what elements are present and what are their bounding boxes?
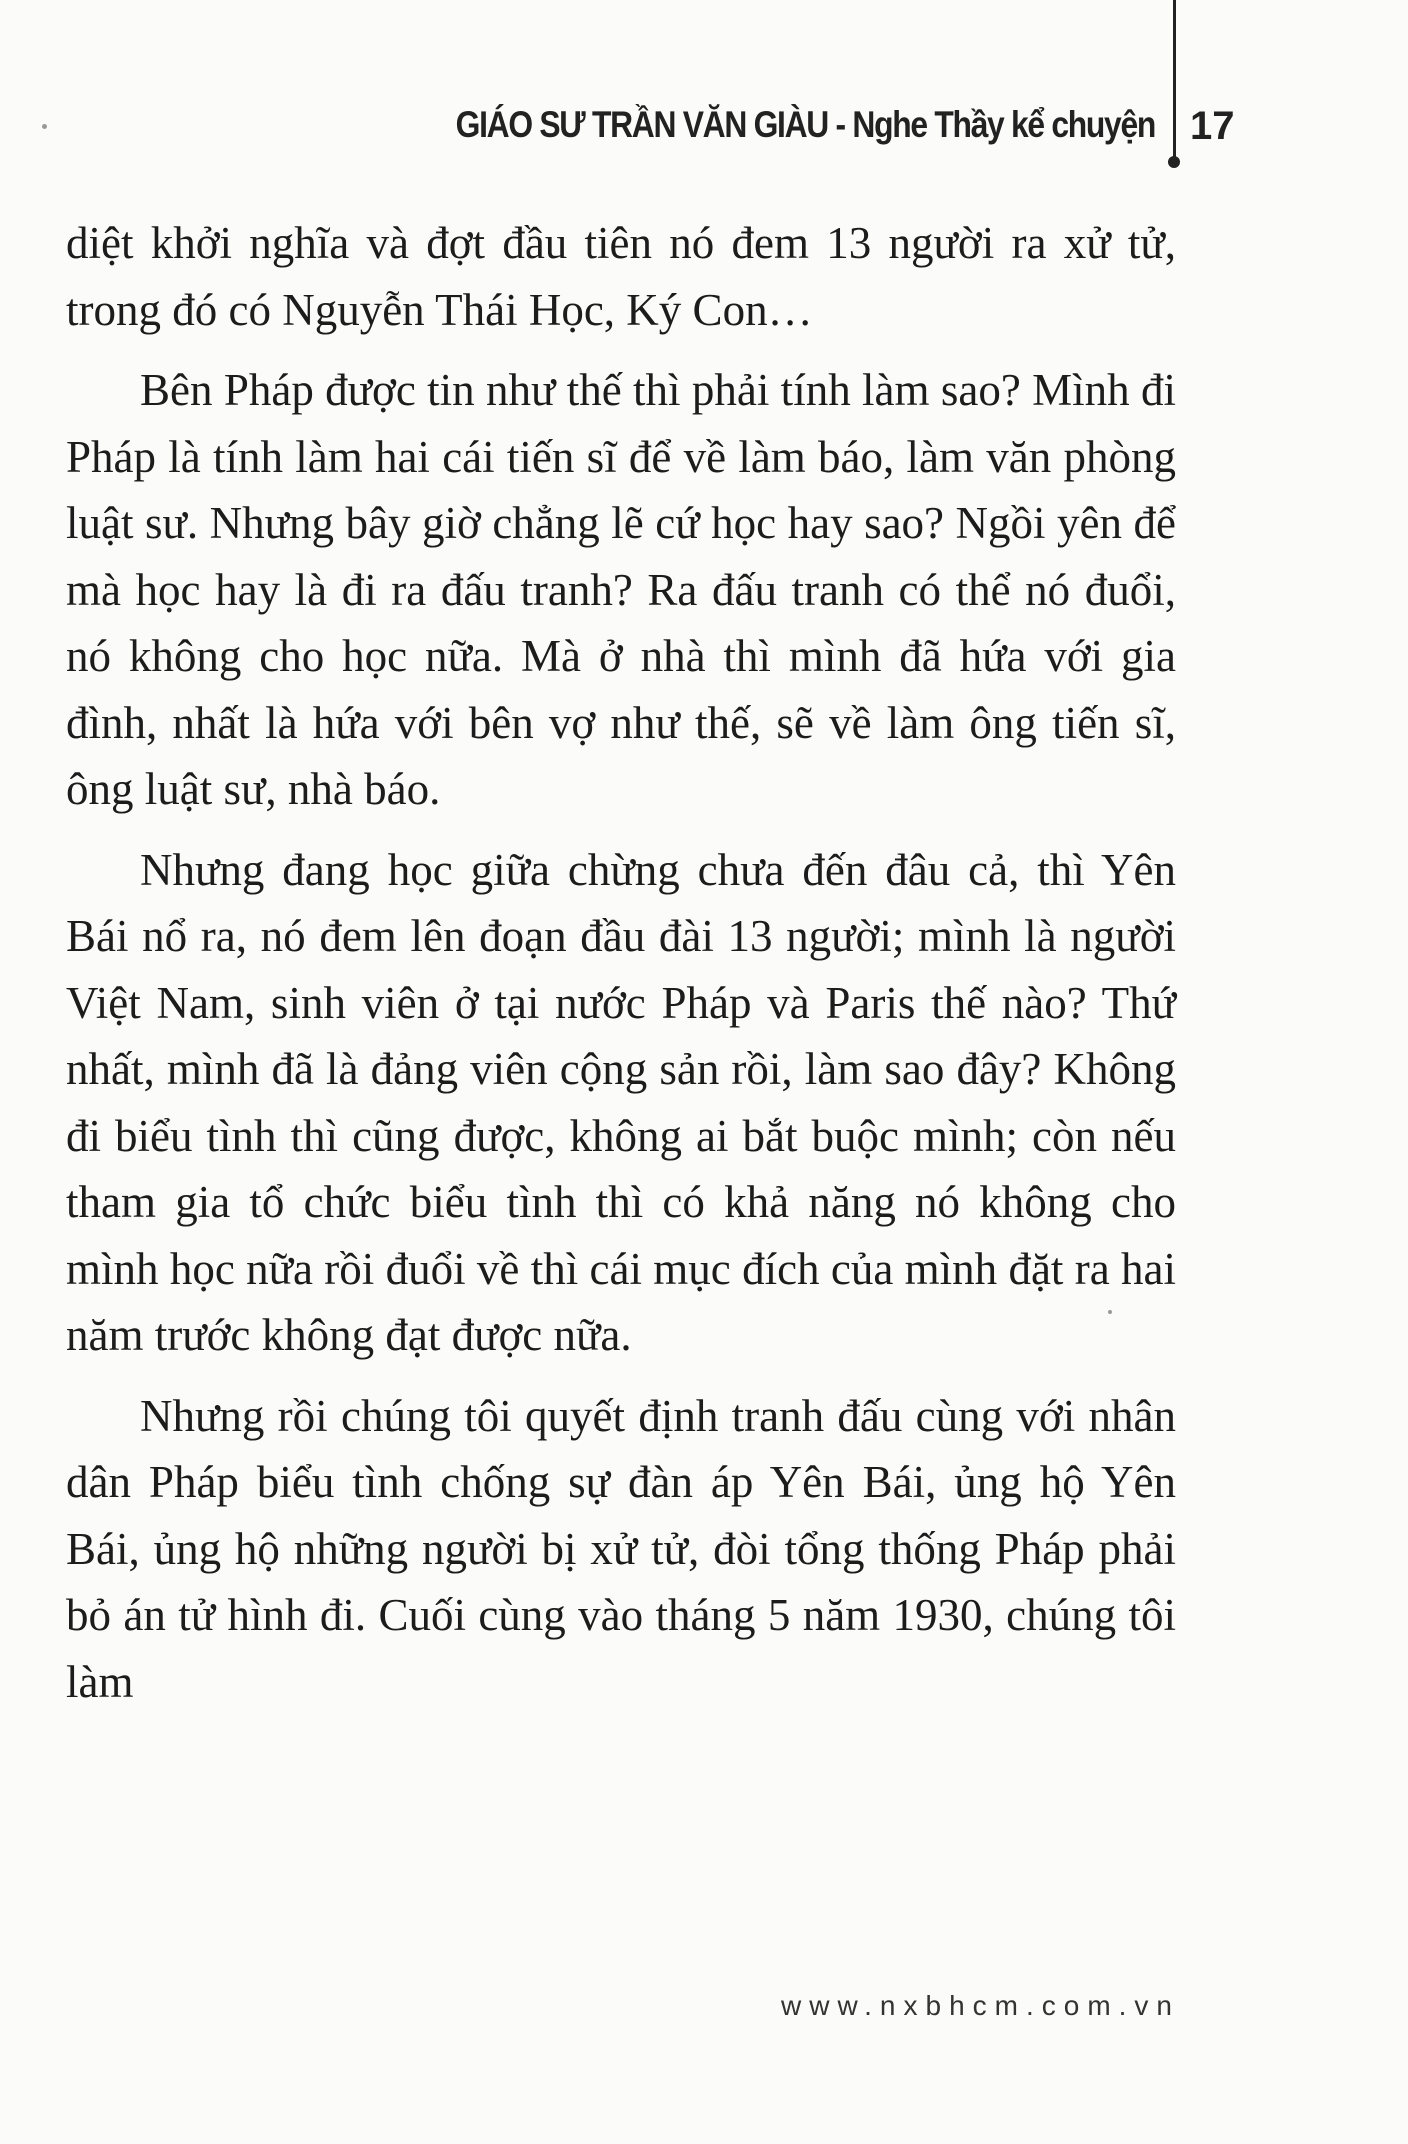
paragraph-4: Nhưng rồi chúng tôi quyết định tranh đấu cùng với nhân dân Pháp biểu tình chống sự đàn áp Yên Bái, ủng hộ Yên Bái, ủng hộ những người bị xử tử, đòi tổng thống Pháp phải bỏ án tử hình đi. Cuối cùng vào tháng 5 năm 1930, chúng tôi làm xyxy=(66,1390,1176,1707)
paragraph-2: Bên Pháp được tin như thế thì phải tính làm sao? Mình đi Pháp là tính làm hai cái tiến sĩ để về làm báo, làm văn phòng luật sư. Nhưng bây giờ chẳng lẽ cứ học hay sao? Ngồi yên để mà học hay là đi ra đấu tranh? Ra đấu tranh có thể nó đuổi, nó không cho học nữa. Mà ở nhà thì mình đã hứa với gia đình, nhất là hứa với bên vợ như thế, sẽ về làm ông tiến sĩ, ông luật sư, nhà báo. xyxy=(66,365,1176,814)
publisher-url: www.nxbhcm.com.vn xyxy=(781,1990,1180,2021)
header-vertical-rule xyxy=(1173,0,1176,162)
paragraph-1: diệt khởi nghĩa và đợt đầu tiên nó đem 13 người ra xử tử, trong đó có Nguyễn Thái Học, Ký Con… xyxy=(66,218,1176,335)
scan-speck xyxy=(1108,1310,1112,1314)
running-header-title: GIÁO SƯ TRẦN VĂN GIÀU - Nghe Thầy kể chuyện xyxy=(455,104,1155,145)
body-text xyxy=(66,210,1176,1729)
scan-speck xyxy=(42,124,47,129)
header-rule-dot xyxy=(1168,156,1180,168)
page-number: 17 xyxy=(1190,104,1235,148)
paragraph-3: Nhưng đang học giữa chừng chưa đến đâu cả, thì Yên Bái nổ ra, nó đem lên đoạn đầu đài 13 người; mình là người Việt Nam, sinh viên ở tại nước Pháp và Paris thế nào? Thứ nhất, mình đã là đảng viên cộng sản rồi, làm sao đây? Không đi biểu tình thì cũng được, không ai bắt buộc mình; còn nếu tham gia tổ chức biểu tình thì có khả năng nó không cho mình học nữa rồi đuổi về thì cái mục đích của mình đặt ra hai năm trước không đạt được nữa. xyxy=(66,844,1176,1360)
